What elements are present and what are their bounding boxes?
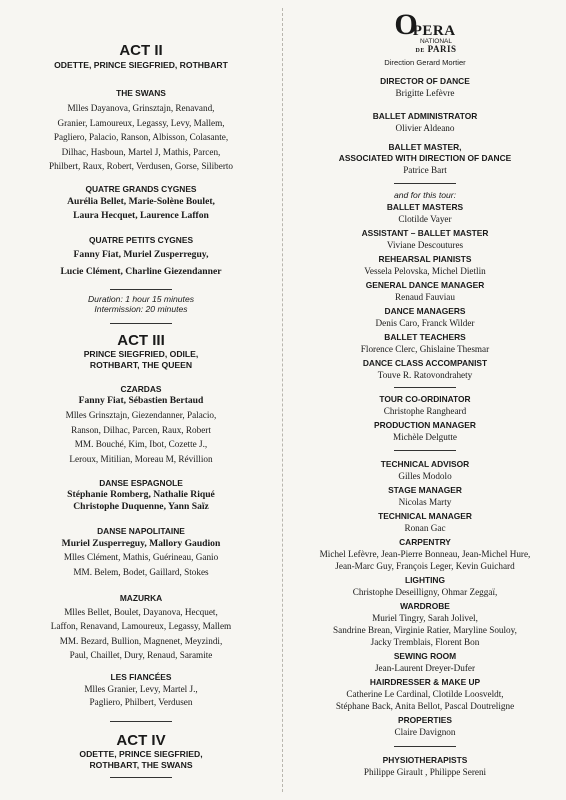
role-heading: DIRECTOR OF DANCE <box>380 76 470 86</box>
role-heading: SEWING ROOM <box>393 650 457 661</box>
cast-line: Philbert, Raux, Robert, Verdusen, Gorse, Siliberto <box>48 161 234 172</box>
logo-de: DE <box>415 48 425 54</box>
cast-line: Aurélia Bellet, Marie-Solène Boulet, <box>67 195 215 207</box>
espagnole-heading: DANSE ESPAGNOLE <box>99 478 183 489</box>
act4-title: ACT IV <box>116 731 166 749</box>
right-column <box>284 0 566 800</box>
cast-line: Ranson, Dilhac, Parcen, Raux, Robert <box>71 424 211 435</box>
cast-line: Paul, Chaillet, Dury, Renaud, Saramite <box>69 650 213 661</box>
cast-line: Laffon, Renavand, Lamoureux, Legassy, Mallem <box>50 621 232 632</box>
cast-line: Fanny Fiat, Muriel Zusperreguy, <box>73 248 209 260</box>
act4-subtitle: ROTHBART, THE SWANS <box>89 759 193 770</box>
role-name: Catherine Le Cardinal, Clotilde Loosveldt, <box>346 688 504 699</box>
logo-letter: O <box>394 8 417 41</box>
logo-paris: PARIS <box>427 44 457 54</box>
section-rule <box>110 323 172 324</box>
cast-line: MM. Bezard, Bullion, Magnenet, Meyzindi, <box>59 635 223 646</box>
mazurka-cast <box>51 605 231 663</box>
section-rule <box>394 450 456 451</box>
cast-line: Granier, Lamoureux, Legassy, Levy, Mallem, <box>57 117 225 128</box>
act3-title: ACT III <box>117 331 165 349</box>
role-name: Claire Davignon <box>394 726 456 737</box>
role-name: Clotilde Vayer <box>398 213 452 224</box>
act2-subtitle: ODETTE, PRINCE SIEGFRIED, ROTHBART <box>54 60 228 70</box>
section-rule <box>110 777 172 778</box>
role-name: Christophe Rangheard <box>383 405 467 416</box>
section-rule <box>394 746 456 747</box>
role-heading: DANCE MANAGERS <box>384 305 466 316</box>
mazurka-heading: MAZURKA <box>119 592 163 603</box>
opera-logo <box>384 8 466 68</box>
role-heading: HAIRDRESSER & MAKE UP <box>369 676 481 687</box>
role-name: Renaud Fauviau <box>395 291 455 302</box>
role-heading: TOUR CO-ORDINATOR <box>379 393 471 404</box>
act4-subtitle: ODETTE, PRINCE SIEGFRIED, <box>79 748 203 759</box>
role-heading: BALLET MASTER, <box>388 142 462 152</box>
role-name: Philippe Girault , Philippe Sereni <box>363 766 487 777</box>
role-name: Viviane Descoutures <box>386 239 464 250</box>
role-heading: PRODUCTION MANAGER <box>374 419 476 430</box>
act3-subtitle: PRINCE SIEGFRIED, ODILE, <box>83 348 199 359</box>
role-name: Michel Lefèvre, Jean-Pierre Bonneau, Jean-Michel Hure, <box>319 548 531 559</box>
section-rule <box>110 721 172 722</box>
role-name: Jacky Tremblais, Florent Bon <box>370 636 480 647</box>
logo-national: NATIONAL <box>419 38 452 45</box>
swans-heading: THE SWANS <box>116 88 166 98</box>
role-name: Stéphane Back, Anita Bellot, Pascal Doutreligne <box>335 700 515 711</box>
role-heading: STAGE MANAGER <box>388 484 462 495</box>
cast-line: Muriel Zusperreguy, Mallory Gaudion <box>61 538 221 550</box>
fiancees-heading: LES FIANCÉES <box>110 671 172 682</box>
logo-direction: Direction Gerard Mortier <box>384 58 466 67</box>
act2-title: ACT II <box>119 42 163 59</box>
role-name: Ronan Gac <box>404 522 446 533</box>
role-name: Muriel Tingry, Sarah Jolivel, <box>372 612 478 623</box>
cast-line: Mlles Granier, Levy, Martel J., <box>84 683 198 694</box>
logo-wordmark: PERA <box>412 23 456 39</box>
section-rule <box>110 289 172 290</box>
role-name: Christophe Deseilligny, Ohmar Zeggaï, <box>352 586 498 597</box>
cast-line: Stéphanie Romberg, Nathalie Riqué <box>67 489 215 501</box>
role-heading: PROPERTIES <box>398 714 452 725</box>
role-heading: TECHNICAL MANAGER <box>378 510 472 521</box>
cast-line: Mlles Grinsztajn, Giezendanner, Palacio, <box>65 409 217 420</box>
swans-cast <box>49 101 233 174</box>
role-heading: CARPENTRY <box>399 536 451 547</box>
role-heading: PHYSIOTHERAPISTS <box>382 754 468 765</box>
cast-line: Pagliero, Palacio, Ranson, Albisson, Colasante, <box>53 132 229 143</box>
cast-line: MM. Belem, Bodet, Gaillard, Stokes <box>73 566 209 577</box>
cast-line: Leroux, Mitilian, Moreau M, Révillion <box>69 453 213 464</box>
role-name: Patrice Bart <box>403 165 447 175</box>
role-heading: REHEARSAL PIANISTS <box>378 253 472 264</box>
role-heading: WARDROBE <box>400 600 450 611</box>
intermission-text: Intermission: 20 minutes <box>94 304 188 315</box>
act3-subtitle: ROTHBART, THE QUEEN <box>89 359 193 370</box>
cast-line: Dilhac, Hasboun, Martel J, Mathis, Parcen, <box>61 146 221 157</box>
cast-line: Christophe Duquenne, Yann Saïz <box>73 501 209 513</box>
role-heading: LIGHTING <box>404 574 445 585</box>
role-name: Jean-Marc Guy, François Leger, Kevin Guichard <box>335 560 515 571</box>
role-name: Touve R. Ratovondrahety <box>377 369 473 380</box>
cast-line: Mlles Dayanova, Grinsztajn, Renavand, <box>67 103 215 113</box>
czardas-heading: CZARDAS <box>120 383 162 394</box>
section-rule <box>394 387 456 388</box>
role-name: Brigitte Lefèvre <box>395 88 455 98</box>
role-name: Olivier Aldeano <box>395 123 455 133</box>
section-rule <box>394 183 456 184</box>
role-name: Sandrine Brean, Virginie Ratier, Maryline Souloy, <box>333 624 517 635</box>
role-heading: BALLET TEACHERS <box>384 331 466 342</box>
cast-line: Mlles Clément, Mathis, Guérineau, Ganio <box>63 552 219 563</box>
cast-line: Laura Hecquet, Laurence Laffon <box>73 209 209 221</box>
role-heading: TECHNICAL ADVISOR <box>380 458 470 469</box>
column-divider <box>282 8 283 792</box>
role-heading: DANCE CLASS ACCOMPANIST <box>362 357 488 368</box>
cast-line: Fanny Fiat, Sébastien Bertaud <box>78 394 204 406</box>
petits-cygnes-heading: QUATRE PETITS CYGNES <box>88 234 194 245</box>
left-column <box>0 0 282 800</box>
grands-cygnes-heading: QUATRE GRANDS CYGNES <box>85 183 197 194</box>
role-name: Florence Clerc, Ghislaine Thesmar <box>360 343 490 354</box>
czardas-cast <box>66 408 217 466</box>
role-heading: ASSOCIATED WITH DIRECTION OF DANCE <box>338 153 512 163</box>
cast-line: Pagliero, Philbert, Verdusen <box>89 696 193 707</box>
role-name: Jean-Laurent Dreyer-Dufer <box>374 662 476 673</box>
role-heading: ASSISTANT – BALLET MASTER <box>361 227 489 238</box>
role-heading: GENERAL DANCE MANAGER <box>365 279 485 290</box>
cast-line: Lucie Clément, Charline Giezendanner <box>60 265 222 277</box>
role-name: Nicolas Marty <box>398 496 452 507</box>
tour-note: and for this tour: <box>393 190 457 200</box>
duration-text: Duration: 1 hour 15 minutes <box>87 293 195 304</box>
role-heading: BALLET ADMINISTRATOR <box>372 111 478 121</box>
napolitaine-heading: DANSE NAPOLITAINE <box>97 526 185 537</box>
role-name: Vessela Pelovska, Michel Dietlin <box>364 265 486 276</box>
role-name: Gilles Modolo <box>398 470 452 481</box>
role-name: Denis Caro, Franck Wilder <box>375 317 475 328</box>
role-heading: BALLET MASTERS <box>386 201 464 212</box>
role-name: Michèle Delgutte <box>392 431 458 442</box>
cast-line: MM. Bouché, Kim, Ibot, Cozette J., <box>74 439 208 450</box>
cast-line: Mlles Bellet, Boulet, Dayanova, Hecquet, <box>64 606 218 617</box>
